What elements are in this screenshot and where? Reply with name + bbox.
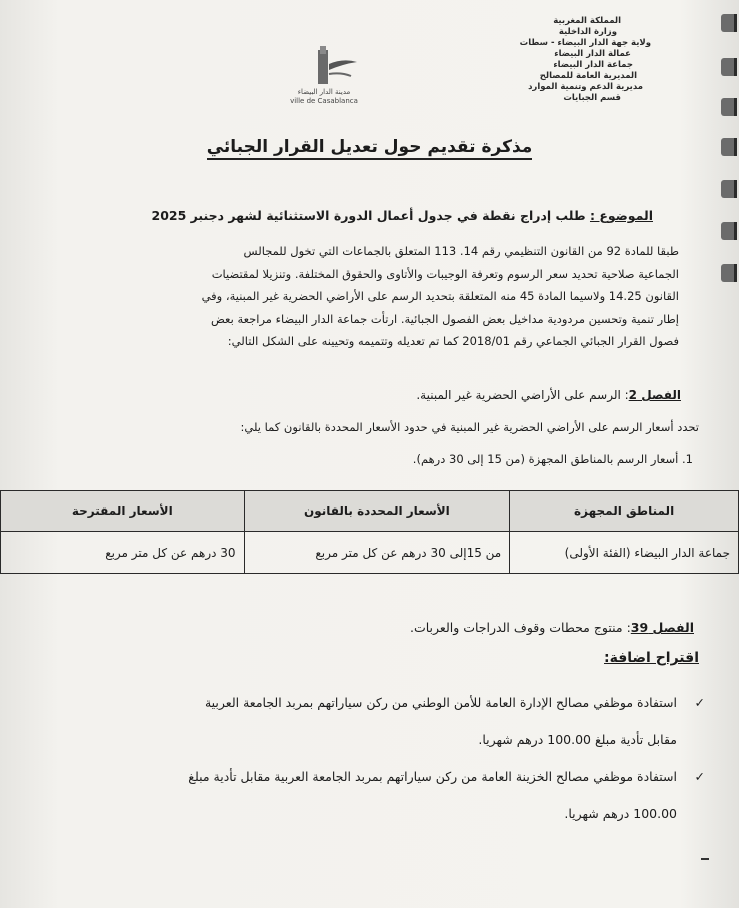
chapter-2-label: الفصل 2 [628,388,681,402]
proposal-heading: اقتراح اضافة: [604,650,699,666]
page-title-text: مذكرة تقديم حول تعديل القرار الجبائي [207,137,533,160]
rates-intro: تحدد أسعار الرسم على الأراضي الحضرية غير المبنية في حدود الأسعار المحددة بالقانون كما يلي: [240,420,699,434]
table-header-row [1,491,739,532]
binder-ring [721,222,737,240]
letterhead-line: قسم الجبايات [563,93,621,103]
list-item-line: 100.00 درهم شهريا. [564,806,677,821]
binder-ring [721,58,737,76]
letterhead-line: وزارة الداخلية [558,27,617,37]
table-header-cell: المناطق المجهزة [510,491,739,532]
letterhead-line: عمالة الدار البيضاء [554,49,631,59]
intro-line: القانون 14.25 ولاسيما المادة 45 منه المتعلقة بتحديد الرسم على الأراضي الحضرية غير المبنية، وفي [201,289,679,303]
logo-caption-ar: مدينة الدار البيضاء [297,88,351,96]
table-cell: 30 درهم عن كل متر مربع [1,532,245,574]
logo-caption-fr: ville de Casablanca [290,97,358,105]
intro-line: فصول القرار الجبائي الجماعي رقم 2018/01 كما تم تعديله وتتميمه وتحيينه على الشكل التالي: [227,334,679,348]
rates-item: 1. أسعار الرسم بالمناطق المجهزة (من 15 إلى 30 درهم). [412,452,693,466]
binder-ring [721,180,737,198]
subject-label: الموضوع : [589,208,653,223]
chapter-39-label: الفصل 39 [630,620,694,635]
list-item-line: مقابل تأدية مبلغ 100.00 درهم شهريا. [478,732,677,747]
list-item [35,758,705,832]
chapter-2-text: : الرسم على الأراضي الحضرية غير المبنية. [416,388,629,402]
list-item-line: استفادة موظفي مصالح الخزينة العامة من ركن سياراتهم بمربد الجامعة العربية مقابل تأدية مبلغ [188,769,677,784]
table-header-cell: الأسعار المقترحة [1,491,245,532]
intro-line: إطار تنمية وتحسين مردودية مداخيل بعض الفصول الجبائية. ارتأت جماعة الدار البيضاء مراجعة بعض [210,311,679,326]
margin-mark [701,858,709,860]
chapter-2-heading [416,388,681,402]
page-title [0,137,739,157]
letterhead [441,16,651,104]
binder-ring [721,14,737,32]
table-row [1,532,739,574]
list-item-line: استفادة موظفي مصالح الإدارة العامة للأمن الوطني من ركن سياراتهم بمربد الجامعة العربية [204,695,677,710]
rates-table [0,490,739,574]
binder-ring [721,98,737,116]
table-cell: من 15إلى 30 درهم عن كل متر مربع [244,532,510,574]
checkmark-icon: ✓ [694,695,705,710]
letterhead-line: المملكة المغربية [553,16,621,26]
letterhead-line: ولاية جهة الدار البيضاء - سطات [519,38,651,48]
logo-caption [278,88,370,106]
table-cell: جماعة الدار البيضاء (الفئة الأولى) [510,532,739,574]
table-header-cell: الأسعار المحددة بالقانون [244,491,510,532]
proposal-list [35,684,705,832]
subject-line [152,208,654,223]
chapter-39-text: : منتوج محطات وقوف الدراجات والعربات. [409,620,631,635]
subject-text: طلب إدراج نقطة في جدول أعمال الدورة الاستثنائية لشهر دجنبر 2025 [151,208,590,223]
letterhead-line: المديرية العامة للمصالح [539,71,637,81]
checkmark-icon: ✓ [694,769,705,784]
letterhead-line: مديرية الدعم وتنمية الموارد [528,82,643,92]
intro-line: الجماعية صلاحية تحديد سعر الرسوم وتعرفة الوجيبات والأتاوى والحقوق المختلفة. وتنزيلا لمقتضيات [211,266,679,281]
chapter-39-heading [410,620,694,635]
letterhead-line: جماعة الدار البيضاء [553,60,633,70]
intro-paragraph [79,240,679,353]
intro-line: طبقا للمادة 92 من القانون التنظيمي رقم 14. 113 المتعلق بالجماعات التي تخول للمجالس [243,244,679,258]
binder-ring [721,264,737,282]
list-item [35,684,705,758]
